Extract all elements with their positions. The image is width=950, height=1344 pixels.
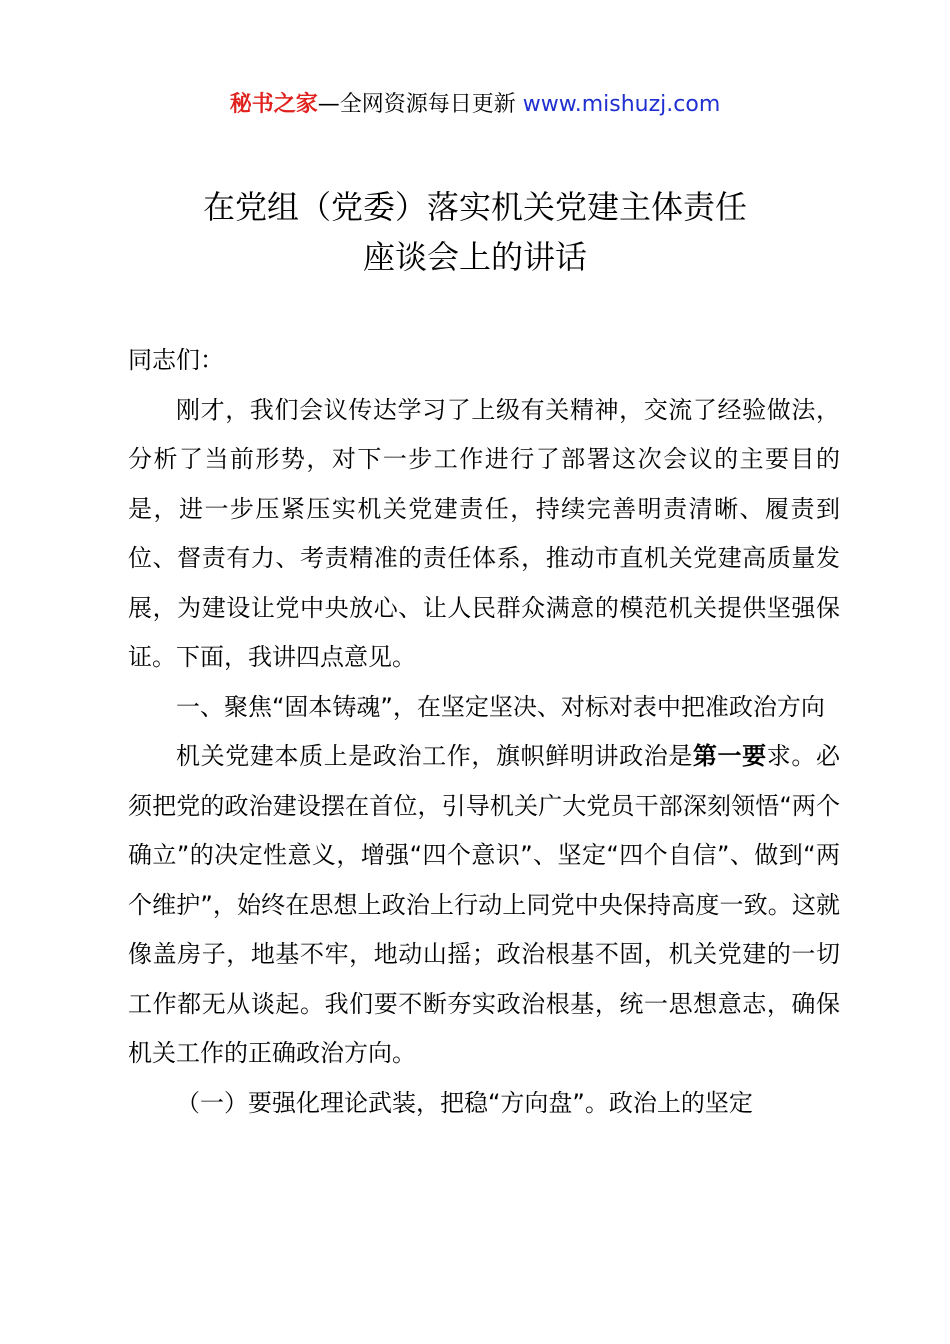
title-line-2: 座谈会上的讲话 (362, 238, 587, 276)
site-brand: 秘书之家 (229, 92, 318, 117)
document-title (0, 182, 950, 282)
document-body (128, 336, 840, 1128)
site-url-link[interactable]: www.mishuzj.com (522, 92, 721, 117)
paragraph-text-a: 机关党建本质上是政治工作，旗帜鲜明讲政治是 (176, 742, 693, 770)
paragraph-bold-text: 第一要 (692, 742, 767, 770)
site-header (0, 90, 950, 120)
paragraph-section-1 (128, 732, 840, 1079)
paragraph-intro: 刚才，我们会议传达学习了上级有关精神，交流了经验做法，分析了当前形势，对下一步工作进行了部署这次会议的主要目的是，进一步压紧压实机关党建责任，持续完善明责清晰、履责到位、督责有力、考责精准的责任体系，推动市直机关党建高质量发展，为建设让党中央放心、让人民群众满意的模范机关提供坚强保证。下面，我讲四点意见。 (128, 395, 840, 671)
paragraph-text-b: 求。必须把党的政治建设摆在首位，引导机关广大党员干部深刻领悟“两个确立”的决定性意义，增强“四个意识”、坚定“四个自信”、做到“两个维护”，始终在思想上政治上行动上同党中央保持高度一致。这就像盖房子，地基不牢，地动山摇；政治根基不固，机关党建的一切工作都无从谈起。我们要不断夯实政治根基，统一思想意志，确保机关工作的正确政治方向。 (128, 742, 841, 1067)
title-line-1: 在党组（党委）落实机关党建主体责任 (202, 188, 747, 226)
paragraph-subsection-1: （一）要强化理论武装，把稳“方向盘”。政治上的坚定 (176, 1088, 753, 1117)
section-heading-1: 一、聚焦“固本铸魂”，在坚定坚决、对标对表中把准政治方向 (176, 692, 825, 721)
site-tagline: —全网资源每日更新 (317, 92, 516, 117)
greeting: 同志们： (128, 346, 224, 374)
